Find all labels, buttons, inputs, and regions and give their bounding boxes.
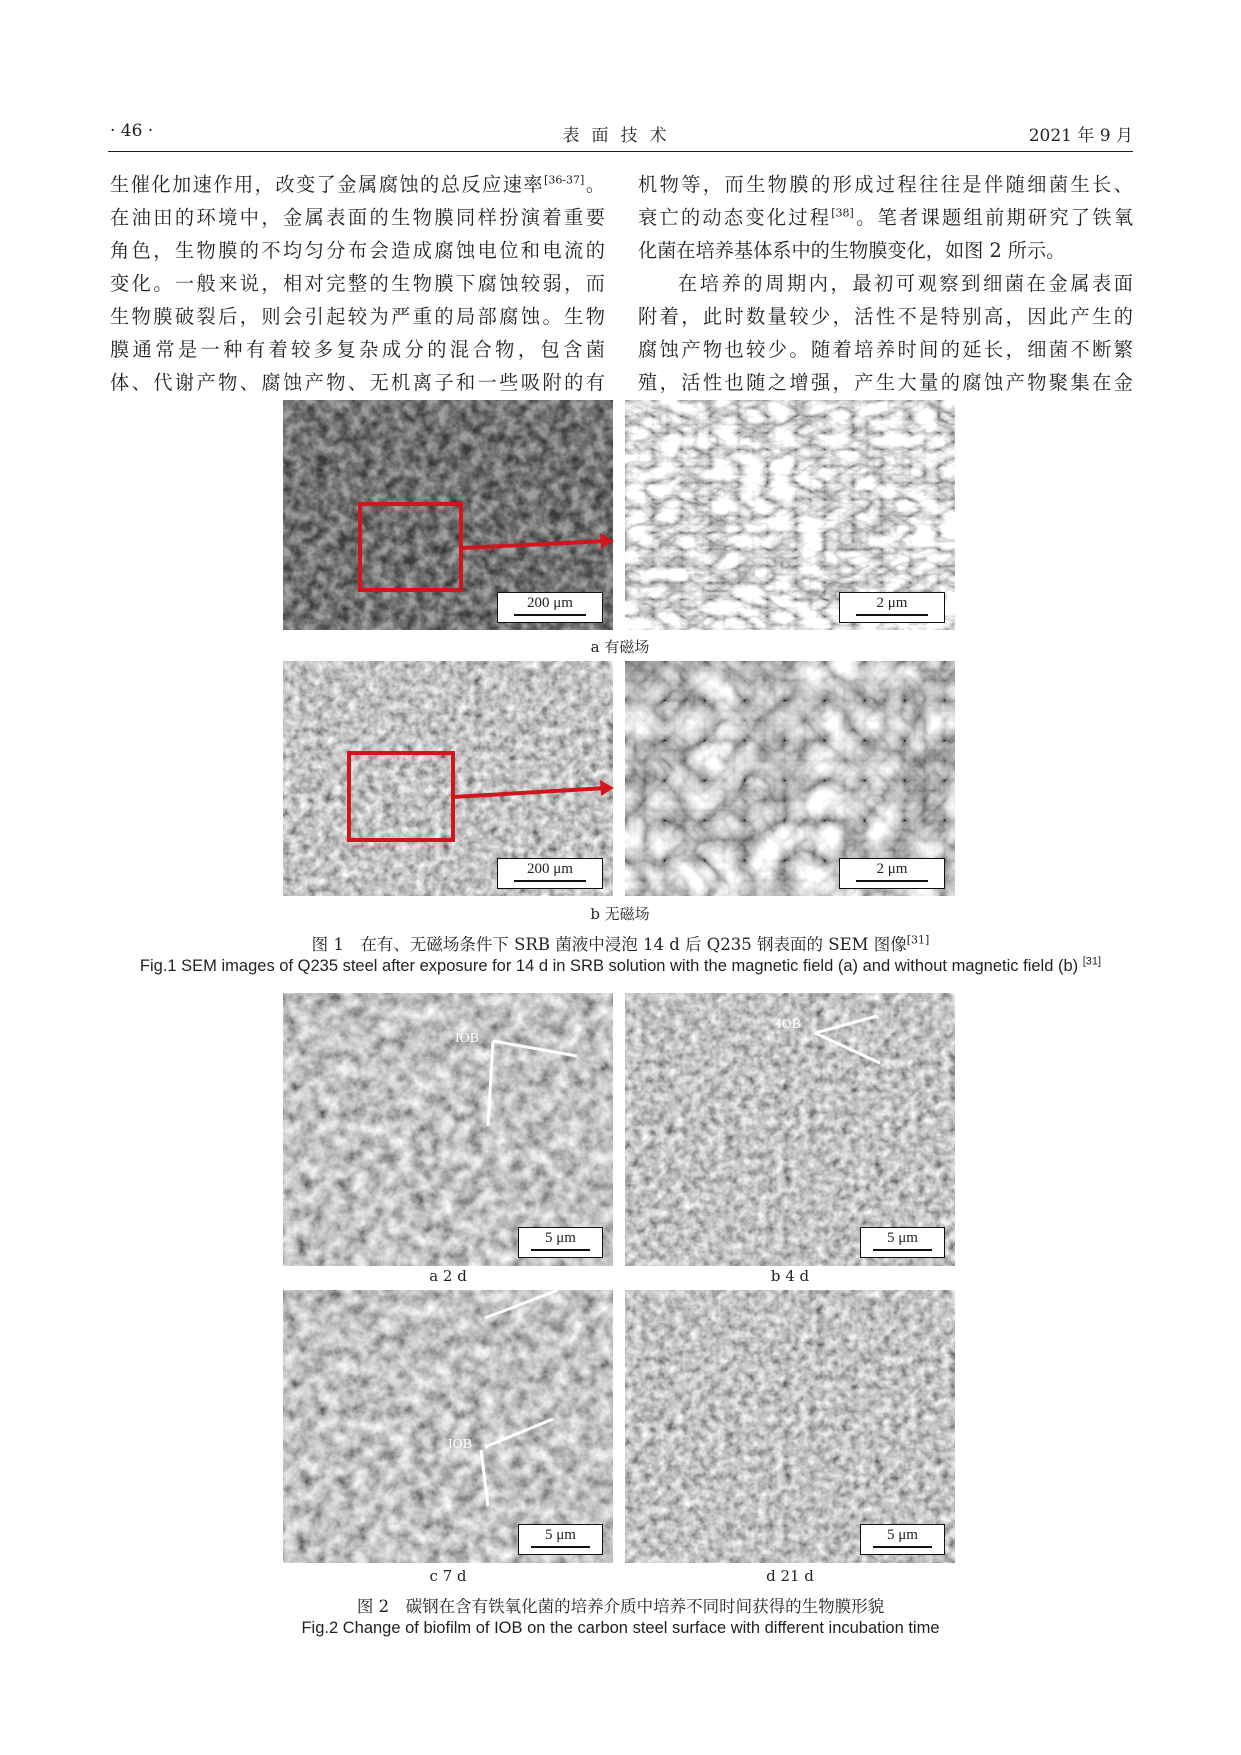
fig2-caption-zh: 图 2 碳钢在含有铁氧化菌的培养介质中培养不同时间获得的生物膜形貌: [356, 1597, 885, 1616]
fig1-caption-en: Fig.1 SEM images of Q235 steel after exposure for 14 d in SRB solution with the magnetic field (a) and without magnetic field (b) [31]: [139, 955, 1102, 975]
fig2-sublabel-a: a 2 d: [429, 1267, 467, 1285]
fig1-b-scalebar-low: 200 μm: [497, 858, 603, 889]
right-line: 腐蚀产物也较少。随着培养时间的延长，细菌不断繁: [638, 338, 1133, 361]
left-line: 变化。一般来说，相对完整的生物膜下腐蚀较弱，而: [110, 272, 605, 295]
fig1-a-high-mag-image: [625, 400, 955, 630]
citation-ref: [36-37]: [544, 173, 585, 187]
fig2-a-image: [283, 993, 613, 1266]
issue-date: 2021 年 9 月: [1028, 126, 1133, 146]
fig2-b-image: [625, 993, 955, 1266]
left-line: 体、代谢产物、腐蚀产物、无机离子和一些吸附的有: [110, 371, 605, 394]
fig1-b-scalebar-high: 2 μm: [839, 858, 945, 889]
journal-title: 表面技术: [562, 126, 679, 146]
right-text-column: [638, 168, 1133, 399]
fig2-b-scalebar: 5 μm: [860, 1227, 945, 1258]
fig1-b-low-mag-image: [283, 661, 613, 896]
fig1-caption-zh: 图 1 在有、无磁场条件下 SRB 菌液中浸泡 14 d 后 Q235 钢表面的 SEM 图像[31]: [311, 933, 930, 954]
fig1-a-low-mag-image: [283, 400, 613, 630]
fig2-c-image: [283, 1290, 613, 1563]
left-line: 生催化加速作用，改变了金属腐蚀的总反应速率[36-37]。: [110, 173, 606, 196]
left-line: 膜通常是一种有着较多复杂成分的混合物，包含菌: [110, 338, 605, 361]
fig2-d-image: [625, 1290, 955, 1563]
fig1-b-high-mag-image: [625, 661, 955, 896]
left-line: 在油田的环境中，金属表面的生物膜同样扮演着重要: [110, 206, 605, 229]
fig2-a-iob-label: IOB: [455, 1031, 480, 1046]
right-line: 附着，此时数量较少，活性不是特别高，因此产生的: [638, 305, 1133, 328]
right-line: 化菌在培养基体系中的生物膜变化，如图 2 所示。: [638, 239, 1066, 262]
fig2-c-scalebar: 5 μm: [518, 1524, 603, 1555]
left-text-column: [110, 168, 605, 399]
fig2-d-scalebar: 5 μm: [860, 1524, 945, 1555]
header-rule: [108, 151, 1133, 152]
right-line: 在培养的周期内，最初可观察到细菌在金属表面: [678, 272, 1133, 295]
fig2-c-iob-label: IOB: [448, 1437, 473, 1452]
right-line: 衰亡的动态变化过程[38]。笔者课题组前期研究了铁氧: [638, 206, 1134, 229]
fig2-sublabel-b: b 4 d: [770, 1267, 810, 1285]
citation-ref: [38]: [831, 206, 854, 220]
fig2-sublabel-d: d 21 d: [766, 1567, 814, 1585]
fig1-sublabel-a: a 有磁场: [590, 638, 650, 656]
fig1-sublabel-b: b 无磁场: [590, 905, 650, 923]
right-line: 殖，活性也随之增强，产生大量的腐蚀产物聚集在金: [638, 371, 1133, 394]
page-number: · 46 ·: [110, 121, 154, 141]
right-line: 机物等，而生物膜的形成过程往往是伴随细菌生长、: [638, 173, 1133, 196]
fig1-a-scalebar-high: 2 μm: [839, 592, 945, 623]
left-line: 角色，生物膜的不均匀分布会造成腐蚀电位和电流的: [110, 239, 605, 262]
fig2-sublabel-c: c 7 d: [429, 1567, 467, 1585]
fig2-caption-en: Fig.2 Change of biofilm of IOB on the carbon steel surface with different incubation time: [301, 1619, 940, 1637]
fig2-b-iob-label: IOB: [777, 1017, 802, 1032]
fig2-a-scalebar: 5 μm: [518, 1227, 603, 1258]
left-line: 生物膜破裂后，则会引起较为严重的局部腐蚀。生物: [110, 305, 605, 328]
fig1-a-scalebar-low: 200 μm: [497, 592, 603, 623]
